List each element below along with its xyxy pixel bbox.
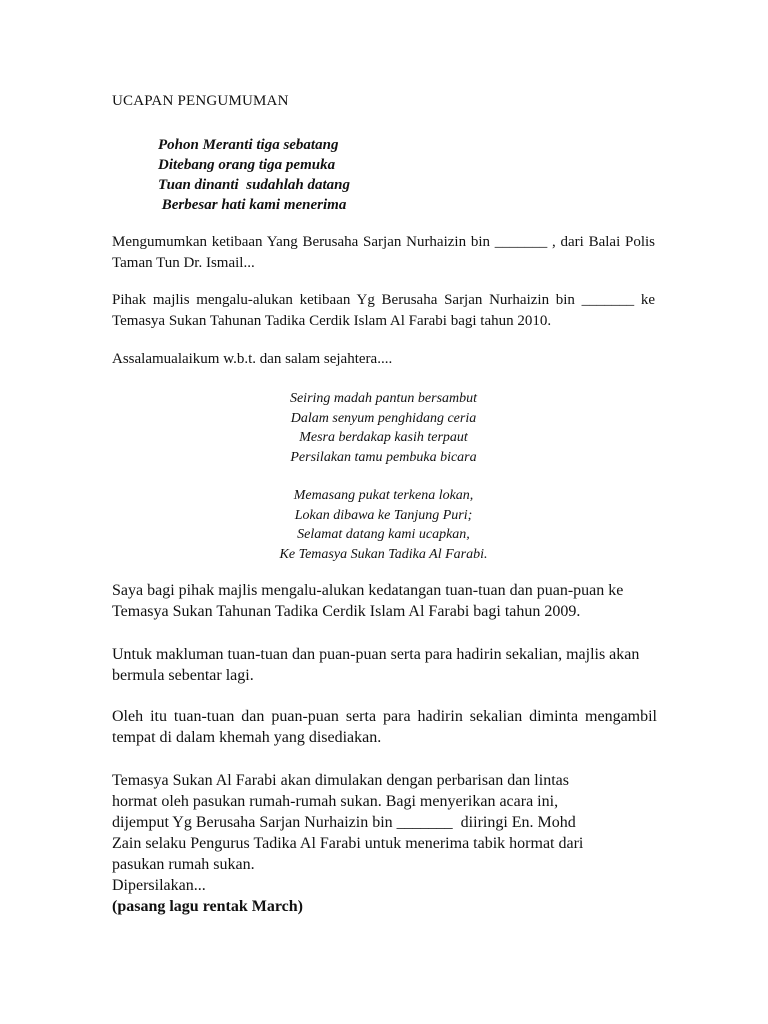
- body-line: hormat oleh pasukan rumah-rumah sukan. Bagi menyerikan acara ini,: [112, 793, 559, 810]
- body-line: Dipersilakan...: [112, 877, 206, 894]
- body-line: Temasya Sukan Al Farabi akan dimulakan dengan perbarisan dan lintas: [112, 772, 569, 789]
- pantun-line: Berbesar hati kami menerima: [158, 197, 347, 213]
- body-paragraph-notice: Untuk makluman tuan-tuan dan puan-puan serta para hadirin sekalian, majlis akan bermula sebentar lagi.: [112, 646, 640, 684]
- pantun-line: Tuan dinanti sudahlah datang: [158, 177, 351, 193]
- pantun-line: Selamat datang kami ucapkan,: [297, 527, 470, 542]
- body-paragraph-welcome: Saya bagi pihak majlis mengalu-alukan kedatangan tuan-tuan dan puan-puan ke Temasya Sukan Tahunan Tadika Cerdik Islam Al Farabi bagi tahun 2009.: [112, 582, 624, 620]
- pantun-line: Ke Temasya Sukan Tadika Al Farabi.: [279, 546, 488, 562]
- music-instruction: (pasang lagu rentak March): [112, 898, 303, 915]
- welcome-pantun: [112, 389, 655, 564]
- greeting-paragraph: Assalamualaikum w.b.t. dan salam sejahtera....: [112, 351, 393, 367]
- pantun-line: Lokan dibawa ke Tanjung Puri;: [294, 507, 473, 523]
- pantun-line: Persilakan tamu pembuka bicara: [290, 449, 477, 465]
- document-title: UCAPAN PENGUMUMAN: [112, 93, 289, 109]
- body-paragraph-parade: [112, 770, 657, 917]
- body-line: pasukan rumah sukan.: [112, 856, 255, 873]
- pantun-line: Ditebang orang tiga pemuka: [158, 157, 336, 173]
- pantun-line: Seiring madah pantun bersambut: [289, 391, 478, 406]
- pantun-line: Pohon Meranti tiga sebatang: [158, 137, 339, 153]
- body-line: Zain selaku Pengurus Tadika Al Farabi untuk menerima tabik hormat dari: [112, 835, 584, 852]
- welcome-paragraph: Pihak majlis mengalu-alukan ketibaan Yg Berusaha Sarjan Nurhaizin bin _______ ke Temasya Sukan Tahunan Tadika Cerdik Islam Al Farabi bagi tahun 2010.: [112, 292, 655, 329]
- pantun-line: Mesra berdakap kasih terpaut: [299, 430, 468, 445]
- pantun-line: Dalam senyum penghidang ceria: [290, 410, 477, 426]
- pantun-line: Memasang pukat terkena lokan,: [293, 488, 474, 503]
- stanza-gap: [112, 467, 655, 486]
- body-paragraph-seating: Oleh itu tuan-tuan dan puan-puan serta para hadirin sekalian diminta mengambil tempat di dalam khemah yang disediakan.: [112, 708, 657, 746]
- announcement-paragraph: Mengumumkan ketibaan Yang Berusaha Sarjan Nurhaizin bin _______ , dari Balai Polis Taman Tun Dr. Ismail...: [112, 234, 655, 271]
- opening-pantun: [158, 135, 350, 215]
- body-line: dijemput Yg Berusaha Sarjan Nurhaizin bin _______ diiringi En. Mohd: [112, 814, 576, 831]
